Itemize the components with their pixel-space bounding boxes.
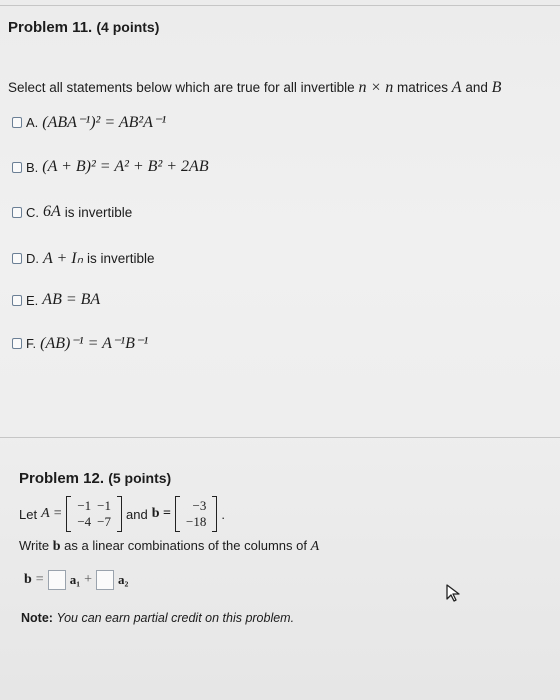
let-text: Let (19, 506, 38, 522)
problem-11-prompt (8, 79, 501, 97)
matrix-a-cell: −7 (97, 514, 112, 529)
option-d-checkbox[interactable] (12, 253, 22, 264)
problem-11-points: (4 points) (96, 19, 160, 35)
note-text: You can earn partial credit on this problem. (56, 611, 295, 625)
vector-b (175, 496, 217, 532)
instr-b: b (52, 539, 61, 554)
option-d-math: A + Iₙ (43, 250, 83, 267)
instr-prefix: Write (19, 538, 50, 553)
matrix-a-cell: −1 (97, 498, 112, 513)
option-b-letter: B. (26, 159, 39, 175)
option-e-checkbox[interactable] (12, 295, 22, 306)
option-e-text: AB = BA (42, 291, 101, 308)
prompt-matrix-a: A (451, 79, 462, 96)
option-c-checkbox[interactable] (12, 207, 22, 218)
coefficient-1-input[interactable] (48, 570, 66, 590)
option-c-text: is invertible (64, 204, 133, 220)
note-label: Note: (21, 611, 53, 625)
option-a-checkbox[interactable] (12, 117, 22, 128)
problem-12-heading (19, 470, 171, 487)
prompt-size: n × n (358, 79, 394, 96)
prompt-mid: matrices (397, 80, 449, 95)
matrix-a (66, 496, 122, 532)
option-e[interactable] (12, 291, 100, 309)
period: . (221, 506, 225, 522)
option-c-letter: C. (26, 204, 39, 220)
eq-equals: = (35, 572, 44, 587)
option-a-text: (ABA⁻¹)² = AB²A⁻¹ (42, 114, 167, 131)
instr-a: A (310, 539, 320, 554)
option-b-text: (A + B)² = A² + B² + 2AB (42, 158, 209, 175)
option-f-text: (AB)⁻¹ = A⁻¹B⁻¹ (40, 335, 149, 352)
option-d[interactable] (12, 248, 155, 268)
prompt-prefix: Select all statements below which are true for all invertible (8, 80, 355, 95)
option-f-letter: F. (26, 335, 37, 351)
prompt-and: and (465, 80, 488, 95)
and-text: and (126, 506, 148, 522)
problem-12-title: Problem 12. (19, 470, 105, 487)
plus-sign: + (84, 572, 93, 587)
option-c-math: 6A (43, 203, 61, 220)
coefficient-2-input[interactable] (96, 570, 114, 590)
vector-b-label: b = (151, 506, 171, 521)
partial-credit-note (21, 611, 294, 625)
option-a-letter: A. (26, 114, 39, 130)
answer-equation (24, 570, 128, 590)
option-b-checkbox[interactable] (12, 162, 22, 173)
matrix-a-label: A = (41, 506, 63, 521)
problem-12-instruction (19, 538, 319, 555)
problem-12-points: (5 points) (108, 470, 172, 486)
option-a[interactable] (12, 112, 166, 132)
vector-b-cell: −3 (192, 498, 207, 513)
mouse-pointer-icon (444, 583, 464, 603)
vector-b-cell: −18 (185, 514, 207, 529)
column-a1-label: a₁ (69, 572, 81, 587)
option-b[interactable] (12, 158, 209, 176)
option-e-letter: E. (26, 292, 39, 308)
top-divider (0, 5, 560, 6)
option-d-text: is invertible (86, 250, 155, 266)
section-divider (0, 437, 560, 438)
matrix-a-cell: −4 (77, 514, 92, 529)
problem-11-heading (8, 19, 159, 36)
instr-mid: as a linear combinations of the columns of (64, 538, 307, 553)
column-a2-label: a₂ (118, 572, 129, 587)
option-f-checkbox[interactable] (12, 338, 22, 349)
prompt-matrix-b: B (491, 79, 502, 96)
matrix-a-cell: −1 (77, 498, 92, 513)
problem-11-title: Problem 11. (8, 19, 93, 36)
problem-12-given (19, 496, 225, 532)
option-d-letter: D. (26, 250, 39, 266)
option-f[interactable] (12, 333, 148, 353)
eq-b: b (24, 572, 32, 587)
option-c[interactable] (12, 203, 132, 221)
